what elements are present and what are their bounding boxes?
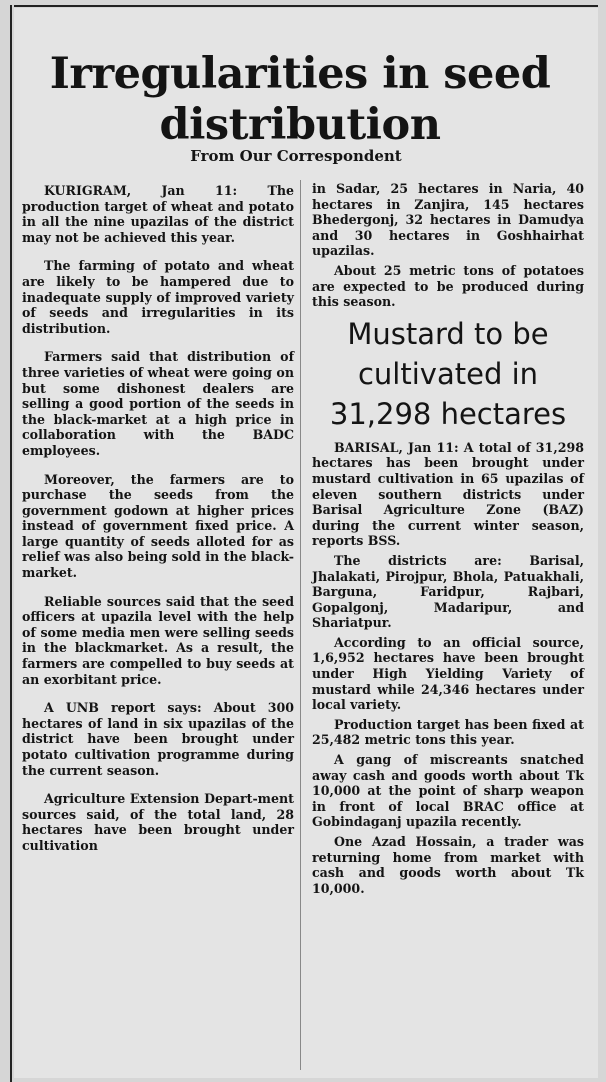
article-byline: From Our Correspondent (190, 147, 402, 165)
paragraph: Farmers said that distribution of three varieties of wheat were going on but some dishonest dealers are selling a good portion of the seeds in the black-market at a high price in collaboration with the BADC employees. (22, 349, 294, 458)
paragraph: BARISAL, Jan 11: A total of 31,298 hectares has been brought under mustard cultivation in 65 upazilas of eleven southern districts under Barisal Agriculture Zone (BAZ) during the current winter season, reports BSS. (312, 439, 584, 549)
paragraph: The districts are: Barisal, Jhalakati, Pirojpur, Bhola, Patuakhali, Barguna, Faridpur, Rajbari, Gopalgonj, Madaripur, and Shariatpur. (312, 552, 584, 631)
paragraph: About 25 metric tons of potatoes are expected to be produced during this season. (312, 262, 584, 310)
top-rule (14, 5, 598, 7)
paragraph: Production target has been fixed at 25,482 metric tons this year. (312, 716, 584, 748)
second-article-headline: Mustard to be cultivated in 31,298 hectares (329, 316, 567, 431)
paragraph: in Sadar, 25 hectares in Naria, 40 hectares in Zanjira, 145 hectares Bhedergonj, 32 hectares in Damudya and 30 hectares in Goshhairhat upazilas. (312, 181, 584, 259)
left-column (22, 183, 294, 867)
paragraph: According to an official source, 1,6,952 hectares have been brought under High Yielding Variety of mustard while 24,346 hectares under local variety. (312, 634, 584, 713)
right-column (312, 181, 584, 900)
paragraph: A gang of miscreants snatched away cash and goods worth about Tk 10,000 at the point of sharp weapon in front of local BRAC office at Gobindaganj upazila recently. (312, 752, 584, 830)
column-divider (300, 180, 301, 1070)
paragraph: Agriculture Extension Depart-ment sources said, of the total land, 28 hectares have been brought under cultivation (22, 791, 294, 853)
paragraph: Moreover, the farmers are to purchase the seeds from the government godown at higher prices instead of government fixed price. A large quantity of seeds alloted for as relief was also being sold in the black-market. (22, 471, 294, 581)
paragraph: One Azad Hossain, a trader was returning home from market with cash and goods worth about Tk 10,000. (312, 834, 584, 896)
paragraph: A UNB report says: About 300 hectares of land in six upazilas of the district have been brought under potato cultivation programme during the current season. (22, 700, 294, 778)
paragraph: The farming of potato and wheat are likely to be hampered due to inadequate supply of improved variety of seeds and irregularities in its distribution. (22, 258, 294, 336)
left-rule (10, 5, 12, 1082)
paragraph: KURIGRAM, Jan 11: The production target of wheat and potato in all the nine upazilas of the district may not be achieved this year. (22, 183, 294, 245)
paragraph: Reliable sources said that the seed officers at upazila level with the help of some media men were selling seeds in the blackmarket. As a result, the farmers are compelled to buy seeds at an exorbitant price. (22, 593, 294, 687)
article-headline: Irregularities in seed distribution (49, 48, 551, 150)
